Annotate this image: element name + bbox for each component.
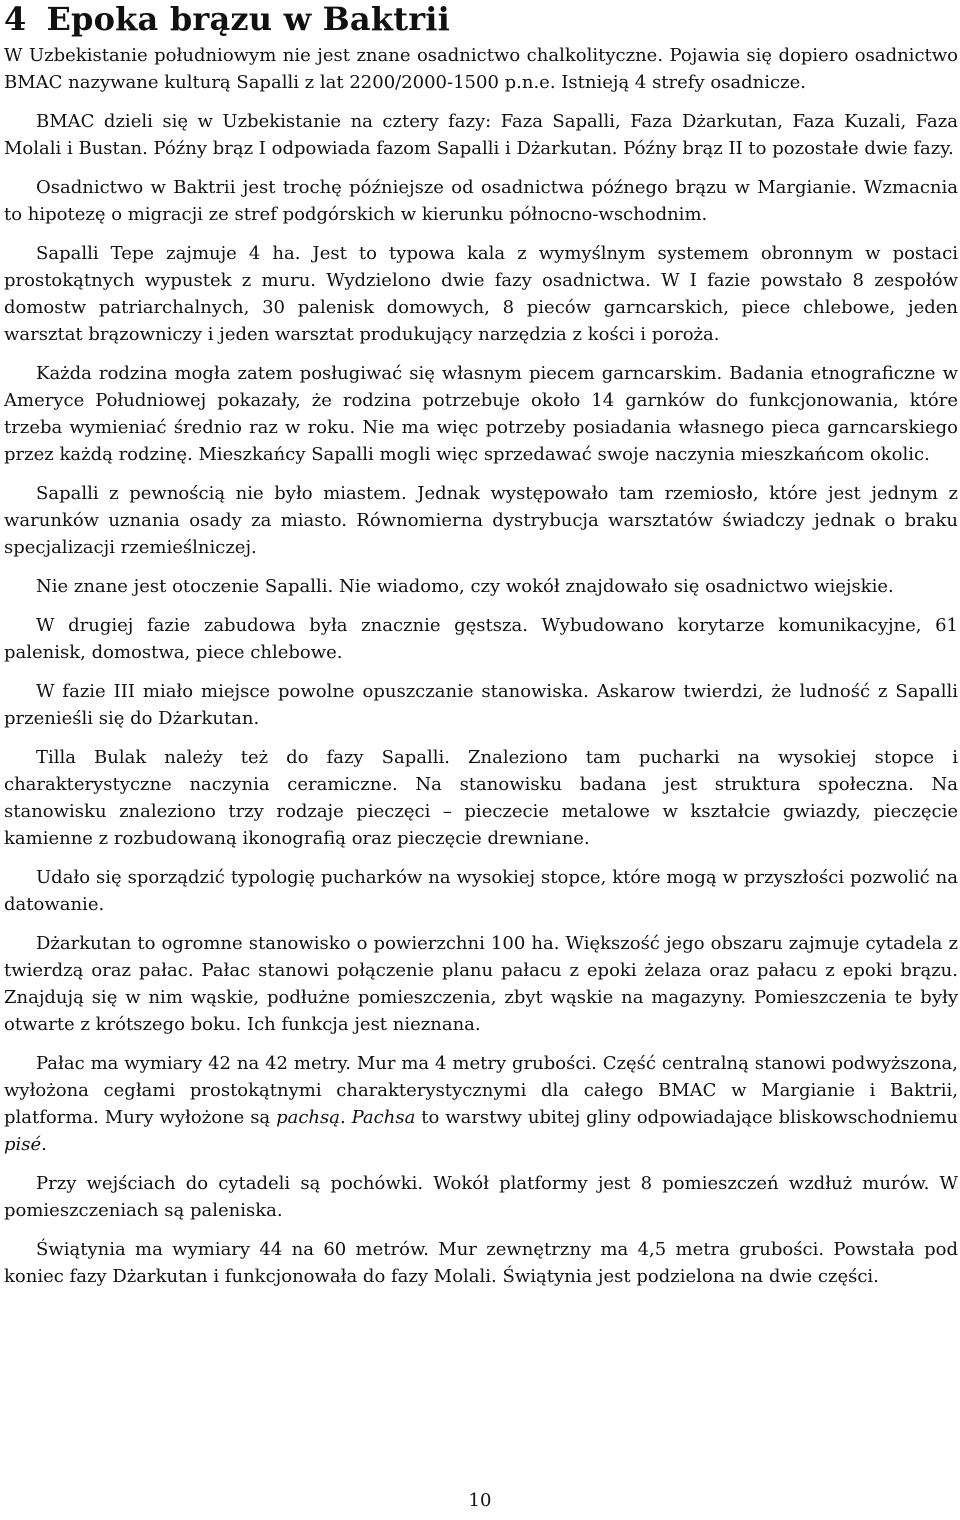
- paragraph-2: BMAC dzieli się w Uzbekistanie na cztery fazy: Faza Sapalli, Faza Dżarkutan, Faza Kuzali, Faza Molali i Bustan. Późny brąz I odpowiada fazom Sapalli i Dżarkutan. Późny brąz II to pozostałe dwie fazy.: [4, 111, 958, 159]
- term-pachsa-inflected: pachsą: [276, 1107, 340, 1128]
- paragraph-12: Dżarkutan to ogromne stanowisko o powierzchni 100 ha. Większość jego obszaru zajmuje cytadela z twierdzą oraz pałac. Pałac stanowi połączenie planu pałacu z epoki żelaza oraz pałacu z epoki brązu. Znajdują się w nim wąskie, podłużne pomieszczenia, zbyt wąskie na magazyny. Pomieszczenia te były otwarte z krótszego boku. Ich funkcja jest nieznana.: [4, 933, 958, 1035]
- paragraph-11: Udało się sporządzić typologię pucharków na wysokiej stopce, które mogą w przyszłości pozwolić na datowanie.: [4, 867, 958, 915]
- paragraph-6: Sapalli z pewnością nie było miastem. Jednak występowało tam rzemiosło, które jest jednym z warunków uznania osady za miasto. Równomierna dystrybucja warsztatów świadczy jednak o braku specjalizacji rzemieślniczej.: [4, 483, 958, 558]
- term-pise: pisé: [4, 1134, 42, 1155]
- paragraph-1: W Uzbekistanie południowym nie jest znane osadnictwo chalkolityczne. Pojawia się dopiero osadnictwo BMAC nazywane kulturą Sapalli z lat 2200/2000-1500 p.n.e. Istnieją 4 strefy osadnicze.: [4, 45, 958, 93]
- paragraph-13-text-4: .: [41, 1134, 47, 1155]
- paragraph-15: Świątynia ma wymiary 44 na 60 metrów. Mur zewnętrzny ma 4,5 metra grubości. Powstała pod koniec fazy Dżarkutan i funkcjonowała do fazy Molali. Świątynia jest podzielona na dwie części.: [4, 1239, 958, 1287]
- paragraph-13-text-2: .: [339, 1107, 352, 1128]
- paragraph-14: Przy wejściach do cytadeli są pochówki. Wokół platformy jest 8 pomieszczeń wzdłuż murów. W pomieszczeniach są paleniska.: [4, 1173, 958, 1221]
- paragraph-8: W drugiej fazie zabudowa była znacznie gęstsza. Wybudowano korytarze komunikacyjne, 61 palenisk, domostwa, piece chlebowe.: [4, 615, 958, 663]
- paragraph-13-text-3: to warstwy ubitej gliny odpowiadające bliskowschodniemu: [415, 1107, 959, 1128]
- section-title: Epoka brązu w Baktrii: [46, 0, 450, 38]
- paragraph-7: Nie znane jest otoczenie Sapalli. Nie wiadomo, czy wokół znajdowało się osadnictwo wiejskie.: [36, 576, 894, 597]
- paragraph-13-text-1: Pałac ma wymiary 42 na 42 metry. Mur ma 4 metry grubości. Część centralną stanowi podwyższona, wyłożona cegłami prostokątnymi charakterystycznymi dla całego BMAC w Margianie i Baktrii, platforma. Mury wyłożone są: [4, 1053, 958, 1128]
- paragraph-10: Tilla Bulak należy też do fazy Sapalli. Znaleziono tam pucharki na wysokiej stopce i charakterystyczne naczynia ceramiczne. Na stanowisku badana jest struktura społeczna. Na stanowisku znaleziono trzy rodzaje pieczęci – pieczecie metalowe w kształcie gwiazdy, pieczęcie kamienne z rozbudowaną ikonografią oraz pieczęcie drewniane.: [4, 747, 958, 849]
- paragraph-3: Osadnictwo w Baktrii jest trochę późniejsze od osadnictwa późnego brązu w Margianie. Wzmacnia to hipotezę o migracji ze stref podgórskich w kierunku północno-wschodnim.: [4, 177, 958, 225]
- page-number: 10: [468, 1490, 492, 1511]
- paragraph-4: Sapalli Tepe zajmuje 4 ha. Jest to typowa kala z wymyślnym systemem obronnym w postaci prostokątnych wypustek z muru. Wydzielono dwie fazy osadnictwa. W I fazie powstało 8 zespołów domostw patriarchalnych, 30 palenisk domowych, 8 pieców garncarskich, piece chlebowe, jeden warsztat brązowniczy i jeden warsztat produkujący narzędzia z kości i poroża.: [4, 243, 958, 345]
- term-pachsa: Pachsa: [351, 1107, 416, 1128]
- body-text: [4, 42, 958, 1290]
- paragraph-5: Każda rodzina mogła zatem posługiwać się własnym piecem garncarskim. Badania etnograficzne w Ameryce Południowej pokazały, że rodzina potrzebuje około 14 garnków do funkcjonowania, które trzeba wymieniać średnio raz w roku. Nie ma więc potrzeby posiadania własnego pieca garncarskiego przez każdą rodzinę. Mieszkańcy Sapalli mogli więc sprzedawać swoje naczynia mieszkańcom okolic.: [4, 363, 958, 465]
- paragraph-9: W fazie III miało miejsce powolne opuszczanie stanowiska. Askarow twierdzi, że ludność z Sapalli przenieśli się do Dżarkutan.: [4, 681, 958, 729]
- paragraph-13: [4, 1050, 958, 1158]
- section-heading: [4, 0, 958, 36]
- section-number: 4: [4, 0, 27, 38]
